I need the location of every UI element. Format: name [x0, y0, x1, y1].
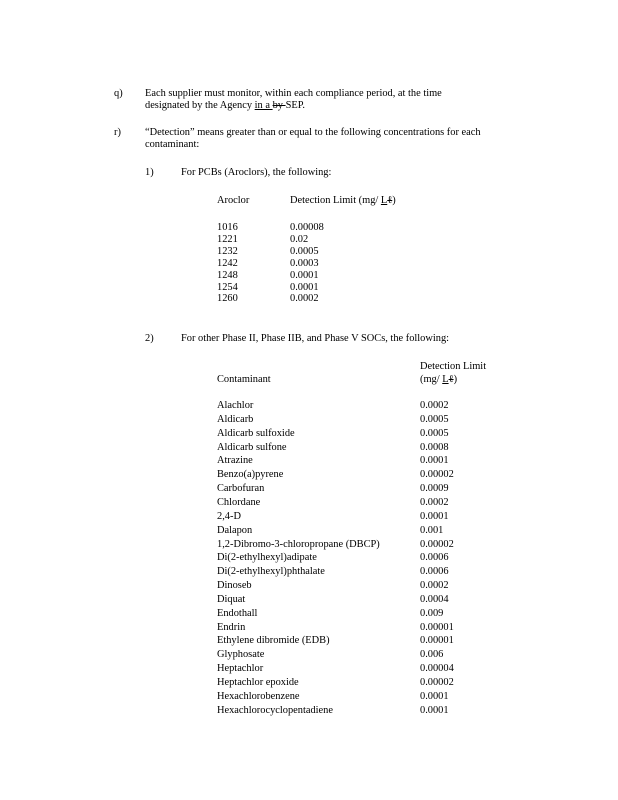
aroclor-detection-limit: 0.0005 — [290, 245, 319, 257]
contaminant-detection-limit: 0.009 — [420, 607, 444, 619]
contaminant-detection-limit: 0.0006 — [420, 552, 449, 564]
contaminant-detection-limit: 0.001 — [420, 524, 444, 536]
contaminant-detection-limit: 0.0004 — [420, 593, 449, 605]
contaminant-name: Endothall — [217, 607, 258, 619]
contaminant-detection-limit: 0.00002 — [420, 469, 454, 481]
contaminant-name: 2,4-D — [217, 510, 241, 522]
contaminant-detection-limit: 0.00002 — [420, 677, 454, 688]
contaminant-name: Heptachlor epoxide — [217, 677, 299, 688]
contaminant-detection-limit: 0.0002 — [420, 580, 449, 592]
contaminant-detection-limit: 0.0002 — [420, 400, 449, 411]
contaminant-name: Hexachlorobenzene — [217, 690, 300, 702]
aroclor-number: 1016 — [217, 222, 238, 233]
contaminant-name: Carbofuran — [217, 483, 265, 495]
aroclor-number: 1248 — [217, 269, 238, 281]
contaminant-detection-limit: 0.0001 — [420, 690, 449, 702]
para-q-line2 — [145, 100, 545, 112]
soc-limit-header-line1: Detection Limit — [420, 361, 487, 372]
contaminant-name: Alachlor — [217, 400, 254, 411]
contaminant-name: Di(2-ethylhexyl)adipate — [217, 552, 317, 564]
aroclor-limit-header-suffix: ) — [392, 195, 396, 206]
sub1-text: For PCBs (Aroclors), the following: — [181, 167, 332, 178]
contaminant-name: 1,2-Dibromo-3-chloropropane (DBCP) — [217, 538, 380, 550]
aroclor-detection-limit: 0.0002 — [290, 293, 319, 305]
soc-limit-header-suffix: ) — [453, 374, 458, 385]
contaminant-name: Aldicarb sulfone — [217, 441, 287, 453]
contaminant-name: Diquat — [217, 593, 246, 605]
para-q-line2-before: designated by the Agency — [145, 100, 255, 111]
contaminant-name: Aldicarb — [217, 413, 254, 425]
para-q-line2-after: SEP. — [285, 100, 305, 111]
contaminant-detection-limit: 0.00004 — [420, 663, 454, 675]
contaminant-detection-limit: 0.006 — [420, 649, 444, 661]
contaminant-name: Ethylene dibromide (EDB) — [217, 635, 330, 647]
contaminant-name: Chlordane — [217, 496, 261, 508]
contaminant-name: Di(2-ethylhexyl)phthalate — [217, 566, 325, 578]
aroclor-number: 1232 — [217, 245, 238, 257]
aroclor-detection-limit: 0.0001 — [290, 269, 319, 281]
para-q-inserted-text: in a — [254, 100, 270, 111]
contaminant-detection-limit: 0.0009 — [420, 483, 449, 495]
aroclor-number: 1221 — [217, 233, 238, 245]
contaminant-detection-limit: 0.0002 — [420, 496, 449, 508]
contaminant-column-header: Contaminant — [217, 374, 271, 385]
contaminant-name: Dalapon — [217, 524, 253, 536]
contaminant-detection-limit: 0.0005 — [420, 427, 449, 439]
contaminant-name: Atrazine — [217, 455, 253, 467]
para-r-line1: “Detection” means greater than or equal to the following concentrations for each — [145, 127, 481, 138]
para-q-label: q) — [114, 88, 123, 99]
aroclor-limit-header-inserted: L — [380, 195, 388, 206]
para-r-line2: contaminant: — [145, 139, 200, 150]
aroclor-limit-column-header — [290, 195, 396, 207]
soc-limit-header-line2 — [420, 374, 457, 386]
contaminant-detection-limit: 0.00001 — [420, 621, 454, 633]
contaminant-detection-limit: 0.0008 — [420, 441, 449, 453]
sub1-label: 1) — [145, 167, 154, 178]
sub2-text: For other Phase II, Phase IIB, and Phase V SOCs, the following: — [181, 333, 450, 344]
contaminant-detection-limit: 0.0001 — [420, 510, 449, 522]
contaminant-detection-limit: 0.0006 — [420, 566, 449, 578]
para-q-line1: Each supplier must monitor, within each compliance period, at the time — [145, 88, 442, 99]
contaminant-name: Glyphosate — [217, 649, 265, 661]
contaminant-name: Aldicarb sulfoxide — [217, 427, 295, 439]
contaminant-detection-limit: 0.00002 — [420, 538, 454, 550]
para-r-label: r) — [114, 127, 121, 138]
aroclor-number: 1242 — [217, 257, 238, 269]
para-q-deleted-text: by — [272, 100, 286, 111]
contaminant-name: Dinoseb — [217, 580, 252, 592]
soc-limit-header-deleted: ℓ — [448, 374, 454, 385]
contaminant-name: Heptachlor — [217, 663, 264, 675]
aroclor-column-header: Aroclor — [217, 195, 250, 206]
aroclor-detection-limit: 0.0001 — [290, 281, 319, 293]
contaminant-name: Hexachlorocyclopentadiene — [217, 704, 333, 716]
soc-limit-header-prefix: (mg/ — [420, 374, 443, 385]
aroclor-limit-header-prefix: Detection Limit (mg/ — [290, 195, 381, 206]
contaminant-detection-limit: 0.0001 — [420, 455, 449, 467]
aroclor-limit-header-deleted: ℓ — [387, 195, 393, 206]
contaminant-detection-limit: 0.00001 — [420, 635, 454, 647]
soc-limit-header-inserted: L — [442, 374, 449, 385]
contaminant-detection-limit: 0.0005 — [420, 413, 449, 425]
contaminant-detection-limit: 0.0001 — [420, 704, 449, 716]
aroclor-number: 1260 — [217, 293, 238, 305]
aroclor-detection-limit: 0.02 — [290, 233, 309, 245]
aroclor-detection-limit: 0.0003 — [290, 257, 319, 269]
aroclor-number: 1254 — [217, 281, 238, 293]
aroclor-detection-limit: 0.00008 — [290, 222, 324, 233]
contaminant-name: Benzo(a)pyrene — [217, 469, 284, 481]
sub2-label: 2) — [145, 333, 154, 344]
contaminant-name: Endrin — [217, 621, 246, 633]
